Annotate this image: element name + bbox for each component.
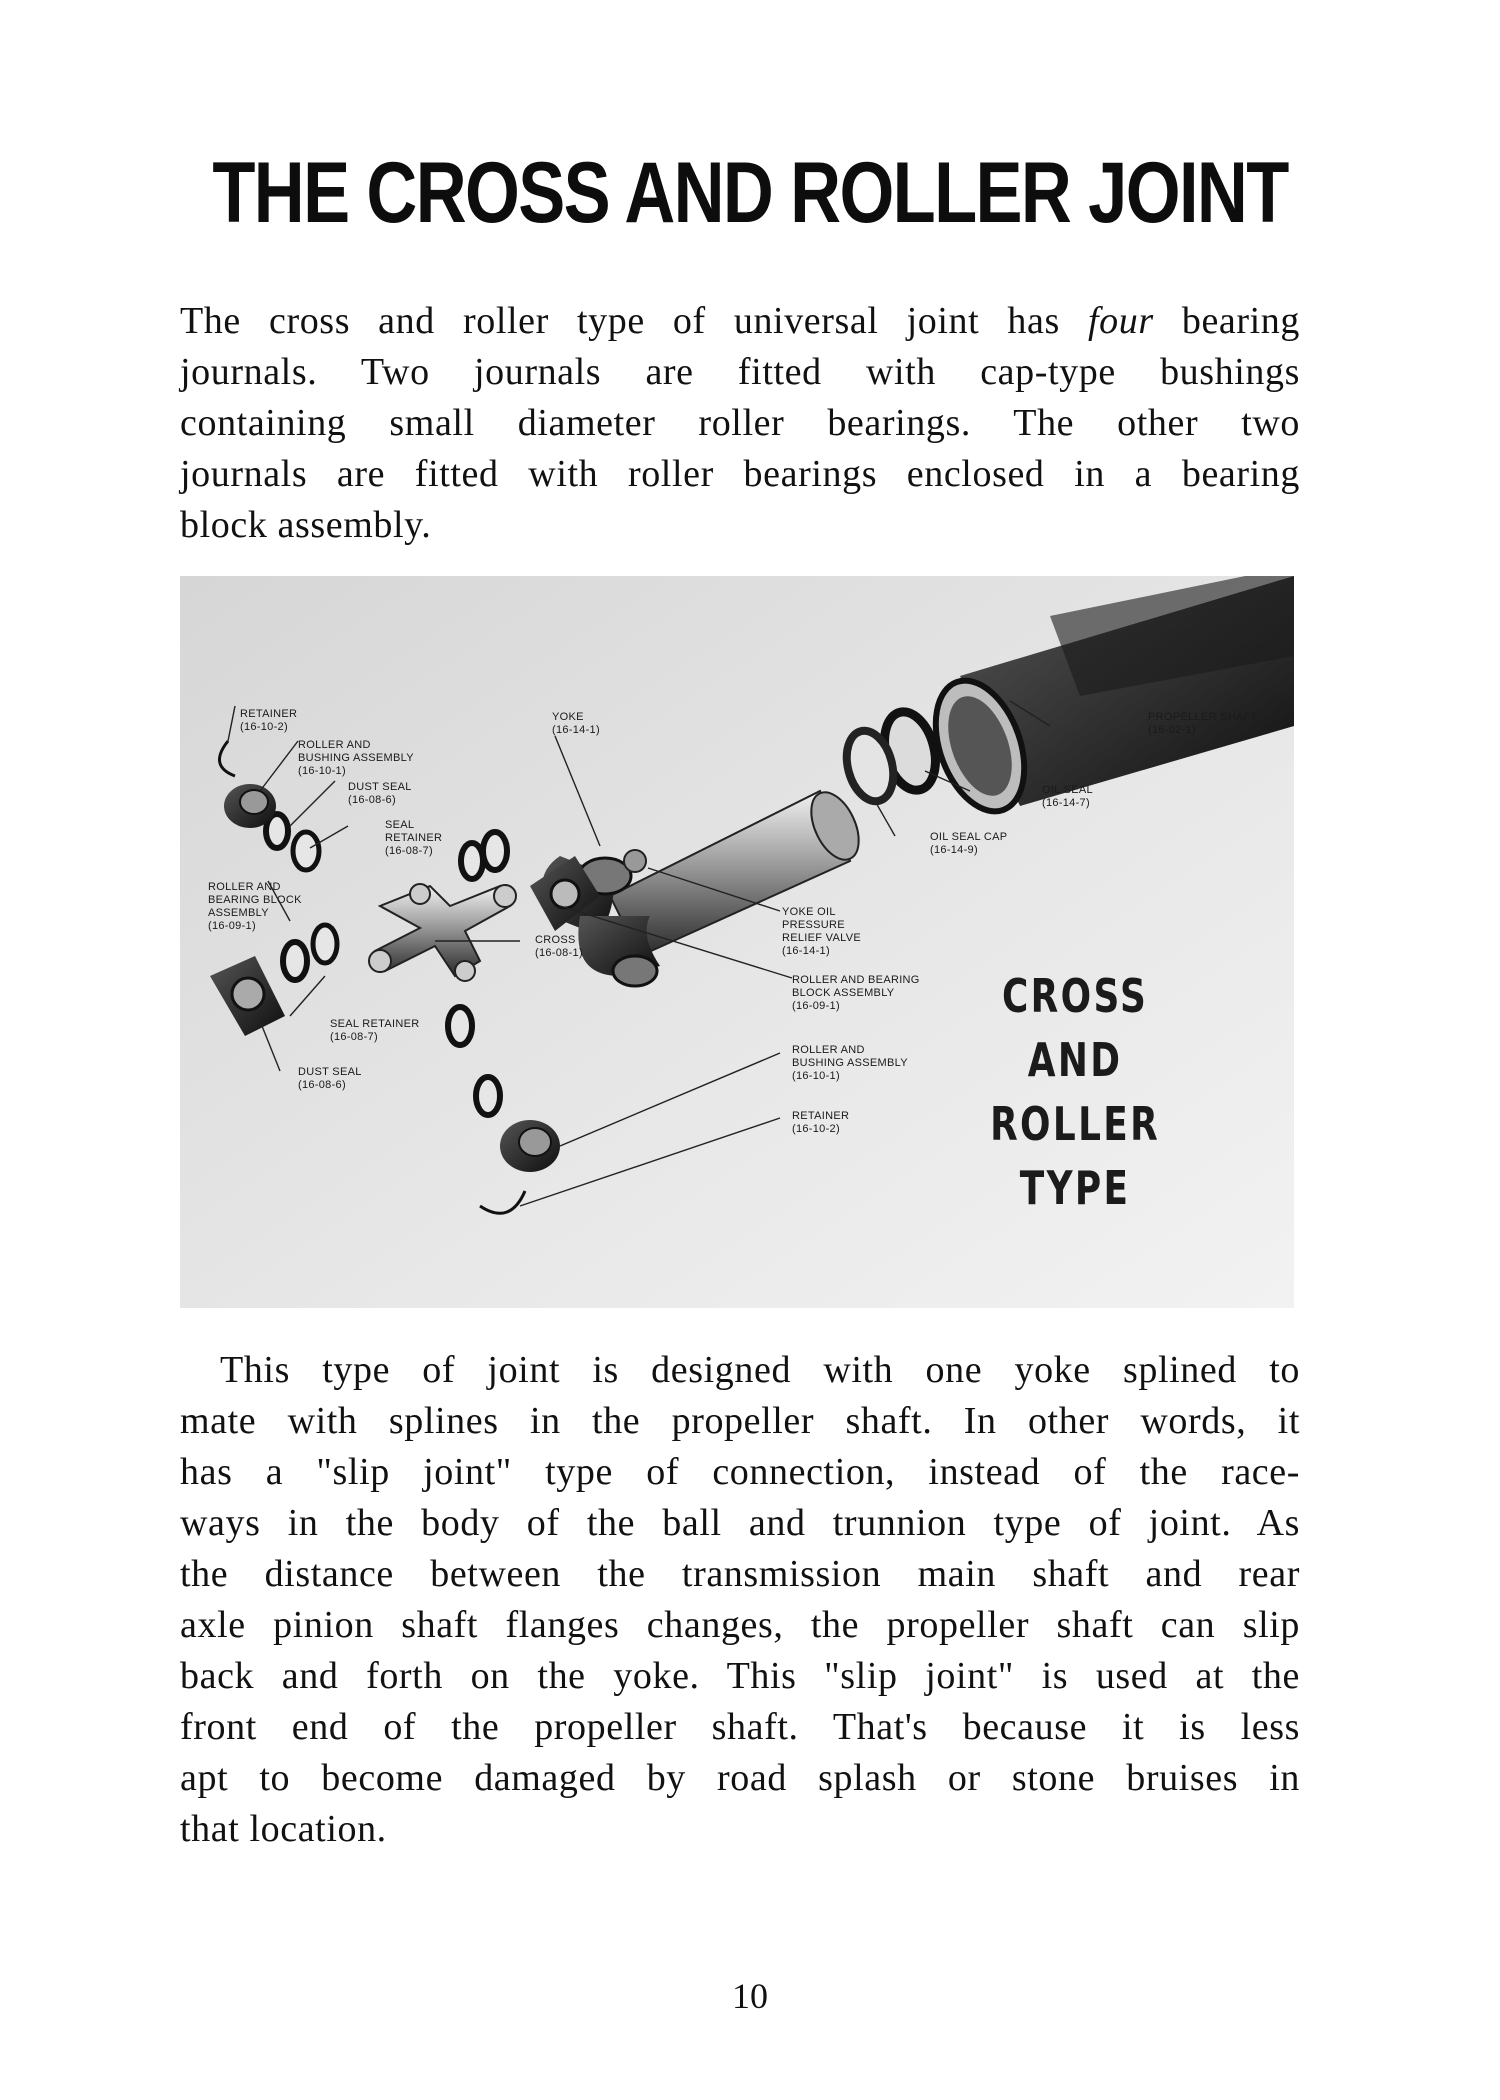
- intro-line: journals. Two journals are fitted with cap-type bushings: [180, 351, 1300, 393]
- body-paragraph: [180, 1345, 1300, 1855]
- label-dust-seal-bottom: DUST SEAL (16-08-6): [298, 1066, 362, 1091]
- body-line: the distance between the transmission main shaft and rear: [180, 1553, 1300, 1595]
- body-line: has a "slip joint" type of connection, instead of the race-: [180, 1451, 1300, 1493]
- page-title: THE CROSS AND ROLLER JOINT: [212, 145, 1288, 241]
- label-retainer-bottom: RETAINER (16-10-2): [792, 1110, 850, 1135]
- body-line: axle pinion shaft flanges changes, the propeller shaft can slip: [180, 1604, 1300, 1646]
- emphasis-four: four: [1087, 300, 1154, 342]
- intro-text: The cross and roller type of universal joint has: [180, 300, 1088, 342]
- intro-text: bearing: [1153, 300, 1300, 342]
- body-line: front end of the propeller shaft. That's because it is less: [180, 1706, 1300, 1748]
- intro-line: block assembly.: [180, 504, 432, 546]
- label-roller-bushing-bottom: ROLLER AND BUSHING ASSEMBLY (16-10-1): [792, 1044, 908, 1082]
- page-number: 10: [732, 1976, 768, 2016]
- label-oil-seal: OIL SEAL (16-14-7): [1042, 784, 1093, 809]
- relief-valve-part: [624, 850, 646, 872]
- figure-caption-line1: CROSS AND: [1001, 969, 1149, 1087]
- label-propeller-shaft: PROPELLER SHAFT (16-02-1): [1148, 711, 1258, 736]
- label-cross: CROSS (16-08-1): [535, 934, 583, 959]
- body-line: back and forth on the yoke. This "slip joint" is used at the: [180, 1655, 1300, 1697]
- label-yoke: YOKE (16-14-1): [552, 711, 600, 736]
- label-seal-retainer-top: SEAL RETAINER (16-08-7): [385, 819, 443, 857]
- label-retainer-top: RETAINER (16-10-2): [240, 708, 298, 733]
- label-roller-bushing-top: ROLLER AND BUSHING ASSEMBLY (16-10-1): [298, 739, 414, 777]
- label-yoke-oil-valve: YOKE OIL PRESSURE RELIEF VALVE (16-14-1): [782, 906, 861, 957]
- body-line: ways in the body of the ball and trunnion type of joint. As: [180, 1502, 1300, 1544]
- label-roller-bearing-block-left: ROLLER AND BEARING BLOCK ASSEMBLY (16-09-1): [208, 881, 302, 932]
- body-line: apt to become damaged by road splash or stone bruises in: [180, 1757, 1300, 1799]
- label-oil-seal-cap: OIL SEAL CAP (16-14-9): [930, 831, 1008, 856]
- label-seal-retainer-bottom: SEAL RETAINER (16-08-7): [330, 1018, 420, 1043]
- intro-paragraph: [180, 296, 1300, 551]
- intro-line: containing small diameter roller bearings. The other two: [180, 402, 1300, 444]
- exploded-view-figure: [180, 576, 1294, 1308]
- label-dust-seal-top: DUST SEAL (16-08-6): [348, 781, 412, 806]
- figure-caption: [962, 964, 1188, 1220]
- body-line: that location.: [180, 1808, 387, 1850]
- figure-caption-line2: ROLLER TYPE: [990, 1097, 1161, 1215]
- body-line: mate with splines in the propeller shaft. In other words, it: [180, 1400, 1300, 1442]
- label-roller-bearing-block-right: ROLLER AND BEARING BLOCK ASSEMBLY (16-09-1): [792, 974, 920, 1012]
- intro-line: [180, 296, 1300, 347]
- intro-line: journals are fitted with roller bearings enclosed in a bearing: [180, 453, 1300, 495]
- body-line: This type of joint is designed with one yoke splined to: [220, 1349, 1300, 1391]
